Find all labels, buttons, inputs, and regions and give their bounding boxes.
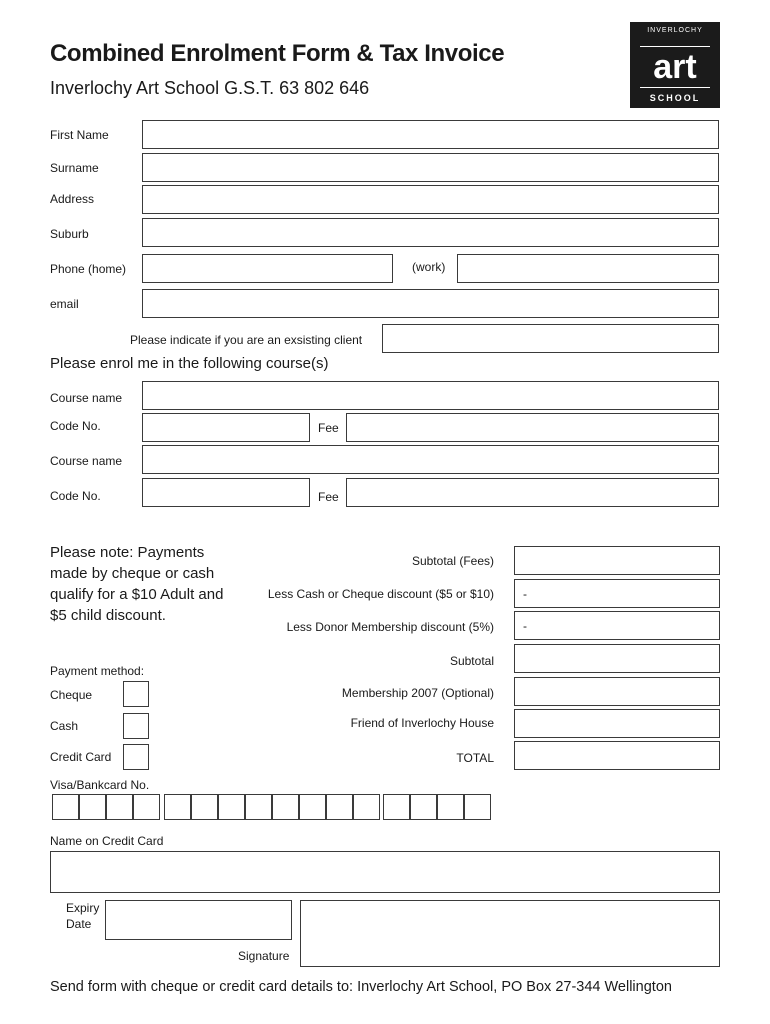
- card-digit-cell[interactable]: [106, 794, 133, 820]
- suburb-label: Suburb: [50, 227, 89, 241]
- expiry-label-line1: Expiry: [66, 901, 100, 915]
- card-digit-cell[interactable]: [191, 794, 218, 820]
- cash-discount-dash: -: [523, 587, 527, 601]
- school-gst-line: Inverlochy Art School G.S.T. 63 802 646: [50, 78, 370, 98]
- card-digit-cell[interactable]: [79, 794, 106, 820]
- fee-label-2: Fee: [318, 490, 339, 504]
- school-logo: [630, 22, 720, 108]
- address-label: Address: [50, 192, 95, 206]
- name-on-card-label: Name on Credit Card: [50, 834, 164, 848]
- expiry-date-field[interactable]: [105, 900, 292, 940]
- signature-label: Signature: [238, 949, 290, 963]
- card-digit-cell[interactable]: [299, 794, 326, 820]
- card-digit-cell[interactable]: [383, 794, 410, 820]
- logo-top-text: INVERLOCHY: [647, 27, 703, 34]
- email-field[interactable]: [142, 289, 719, 318]
- cheque-label: Cheque: [50, 688, 93, 702]
- email-label: email: [50, 297, 79, 311]
- course-name-label-2: Course name: [50, 454, 123, 468]
- card-digit-cell[interactable]: [52, 794, 79, 820]
- credit-card-checkbox[interactable]: [123, 744, 149, 770]
- subtotal-fees-label: Subtotal (Fees): [411, 554, 494, 568]
- fee-label-1: Fee: [318, 421, 339, 435]
- cash-label: Cash: [50, 719, 79, 733]
- friend-field[interactable]: [514, 709, 720, 738]
- address-field[interactable]: [142, 185, 719, 214]
- courses-heading: Please enrol me in the following course(s): [50, 355, 329, 372]
- existing-client-label: Please indicate if you are an exsisting client: [130, 333, 363, 347]
- card-digit-cell[interactable]: [272, 794, 299, 820]
- donor-discount-dash: -: [523, 619, 527, 633]
- logo-bottom-text: SCHOOL: [649, 93, 701, 103]
- total-field[interactable]: [514, 741, 720, 770]
- code-no-field-1[interactable]: [142, 413, 310, 442]
- card-digit-cell[interactable]: [245, 794, 272, 820]
- card-number-label: Visa/Bankcard No.: [50, 778, 150, 792]
- signature-field[interactable]: [300, 900, 720, 967]
- phone-work-field[interactable]: [457, 254, 719, 283]
- name-on-card-field[interactable]: [50, 851, 720, 893]
- course-name-label-1: Course name: [50, 391, 123, 405]
- card-digit-cell[interactable]: [218, 794, 245, 820]
- card-digit-cell[interactable]: [164, 794, 191, 820]
- mailing-instructions: Send form with cheque or credit card details to: Inverlochy Art School, PO Box 27-344 Wellington: [50, 979, 672, 995]
- first-name-label: First Name: [50, 128, 109, 142]
- code-no-field-2[interactable]: [142, 478, 310, 507]
- card-digit-cell[interactable]: [410, 794, 437, 820]
- existing-client-field[interactable]: [382, 324, 719, 353]
- cash-discount-label: Less Cash or Cheque discount ($5 or $10): [267, 587, 494, 601]
- form-title: Combined Enrolment Form & Tax Invoice: [50, 40, 505, 67]
- donor-discount-label: Less Donor Membership discount (5%): [286, 620, 494, 634]
- first-name-field[interactable]: [142, 120, 719, 149]
- suburb-field[interactable]: [142, 218, 719, 247]
- credit-card-label: Credit Card: [50, 750, 112, 764]
- card-digit-cell[interactable]: [437, 794, 464, 820]
- course-name-field-1[interactable]: [142, 381, 719, 410]
- membership-label: Membership 2007 (Optional): [341, 686, 494, 700]
- friend-label: Friend of Inverlochy House: [350, 716, 494, 730]
- subtotal-label: Subtotal: [449, 654, 494, 668]
- fee-field-2[interactable]: [346, 478, 719, 507]
- code-no-label-2: Code No.: [50, 489, 101, 503]
- expiry-label-line2: Date: [66, 917, 92, 931]
- payment-method-heading: Payment method:: [50, 664, 145, 678]
- cash-checkbox[interactable]: [123, 713, 149, 739]
- cheque-checkbox[interactable]: [123, 681, 149, 707]
- phone-home-label: Phone (home): [50, 262, 127, 276]
- surname-label: Surname: [50, 161, 99, 175]
- cash-discount-field[interactable]: [514, 579, 720, 608]
- course-name-field-2[interactable]: [142, 445, 719, 474]
- subtotal-field[interactable]: [514, 644, 720, 673]
- subtotal-fees-field[interactable]: [514, 546, 720, 575]
- phone-home-field[interactable]: [142, 254, 393, 283]
- surname-field[interactable]: [142, 153, 719, 182]
- card-digit-cell[interactable]: [464, 794, 491, 820]
- discount-note: Please note: Payments made by cheque or cash qualify for a $10 Adult and $5 child discount.: [50, 544, 224, 624]
- donor-discount-field[interactable]: [514, 611, 720, 640]
- phone-work-label: (work): [412, 260, 446, 274]
- fee-field-1[interactable]: [346, 413, 719, 442]
- card-digit-cell[interactable]: [353, 794, 380, 820]
- logo-main-text: art: [640, 46, 710, 88]
- card-digit-cell[interactable]: [133, 794, 160, 820]
- card-digit-cell[interactable]: [326, 794, 353, 820]
- membership-field[interactable]: [514, 677, 720, 706]
- total-label: TOTAL: [456, 751, 494, 765]
- code-no-label-1: Code No.: [50, 419, 101, 433]
